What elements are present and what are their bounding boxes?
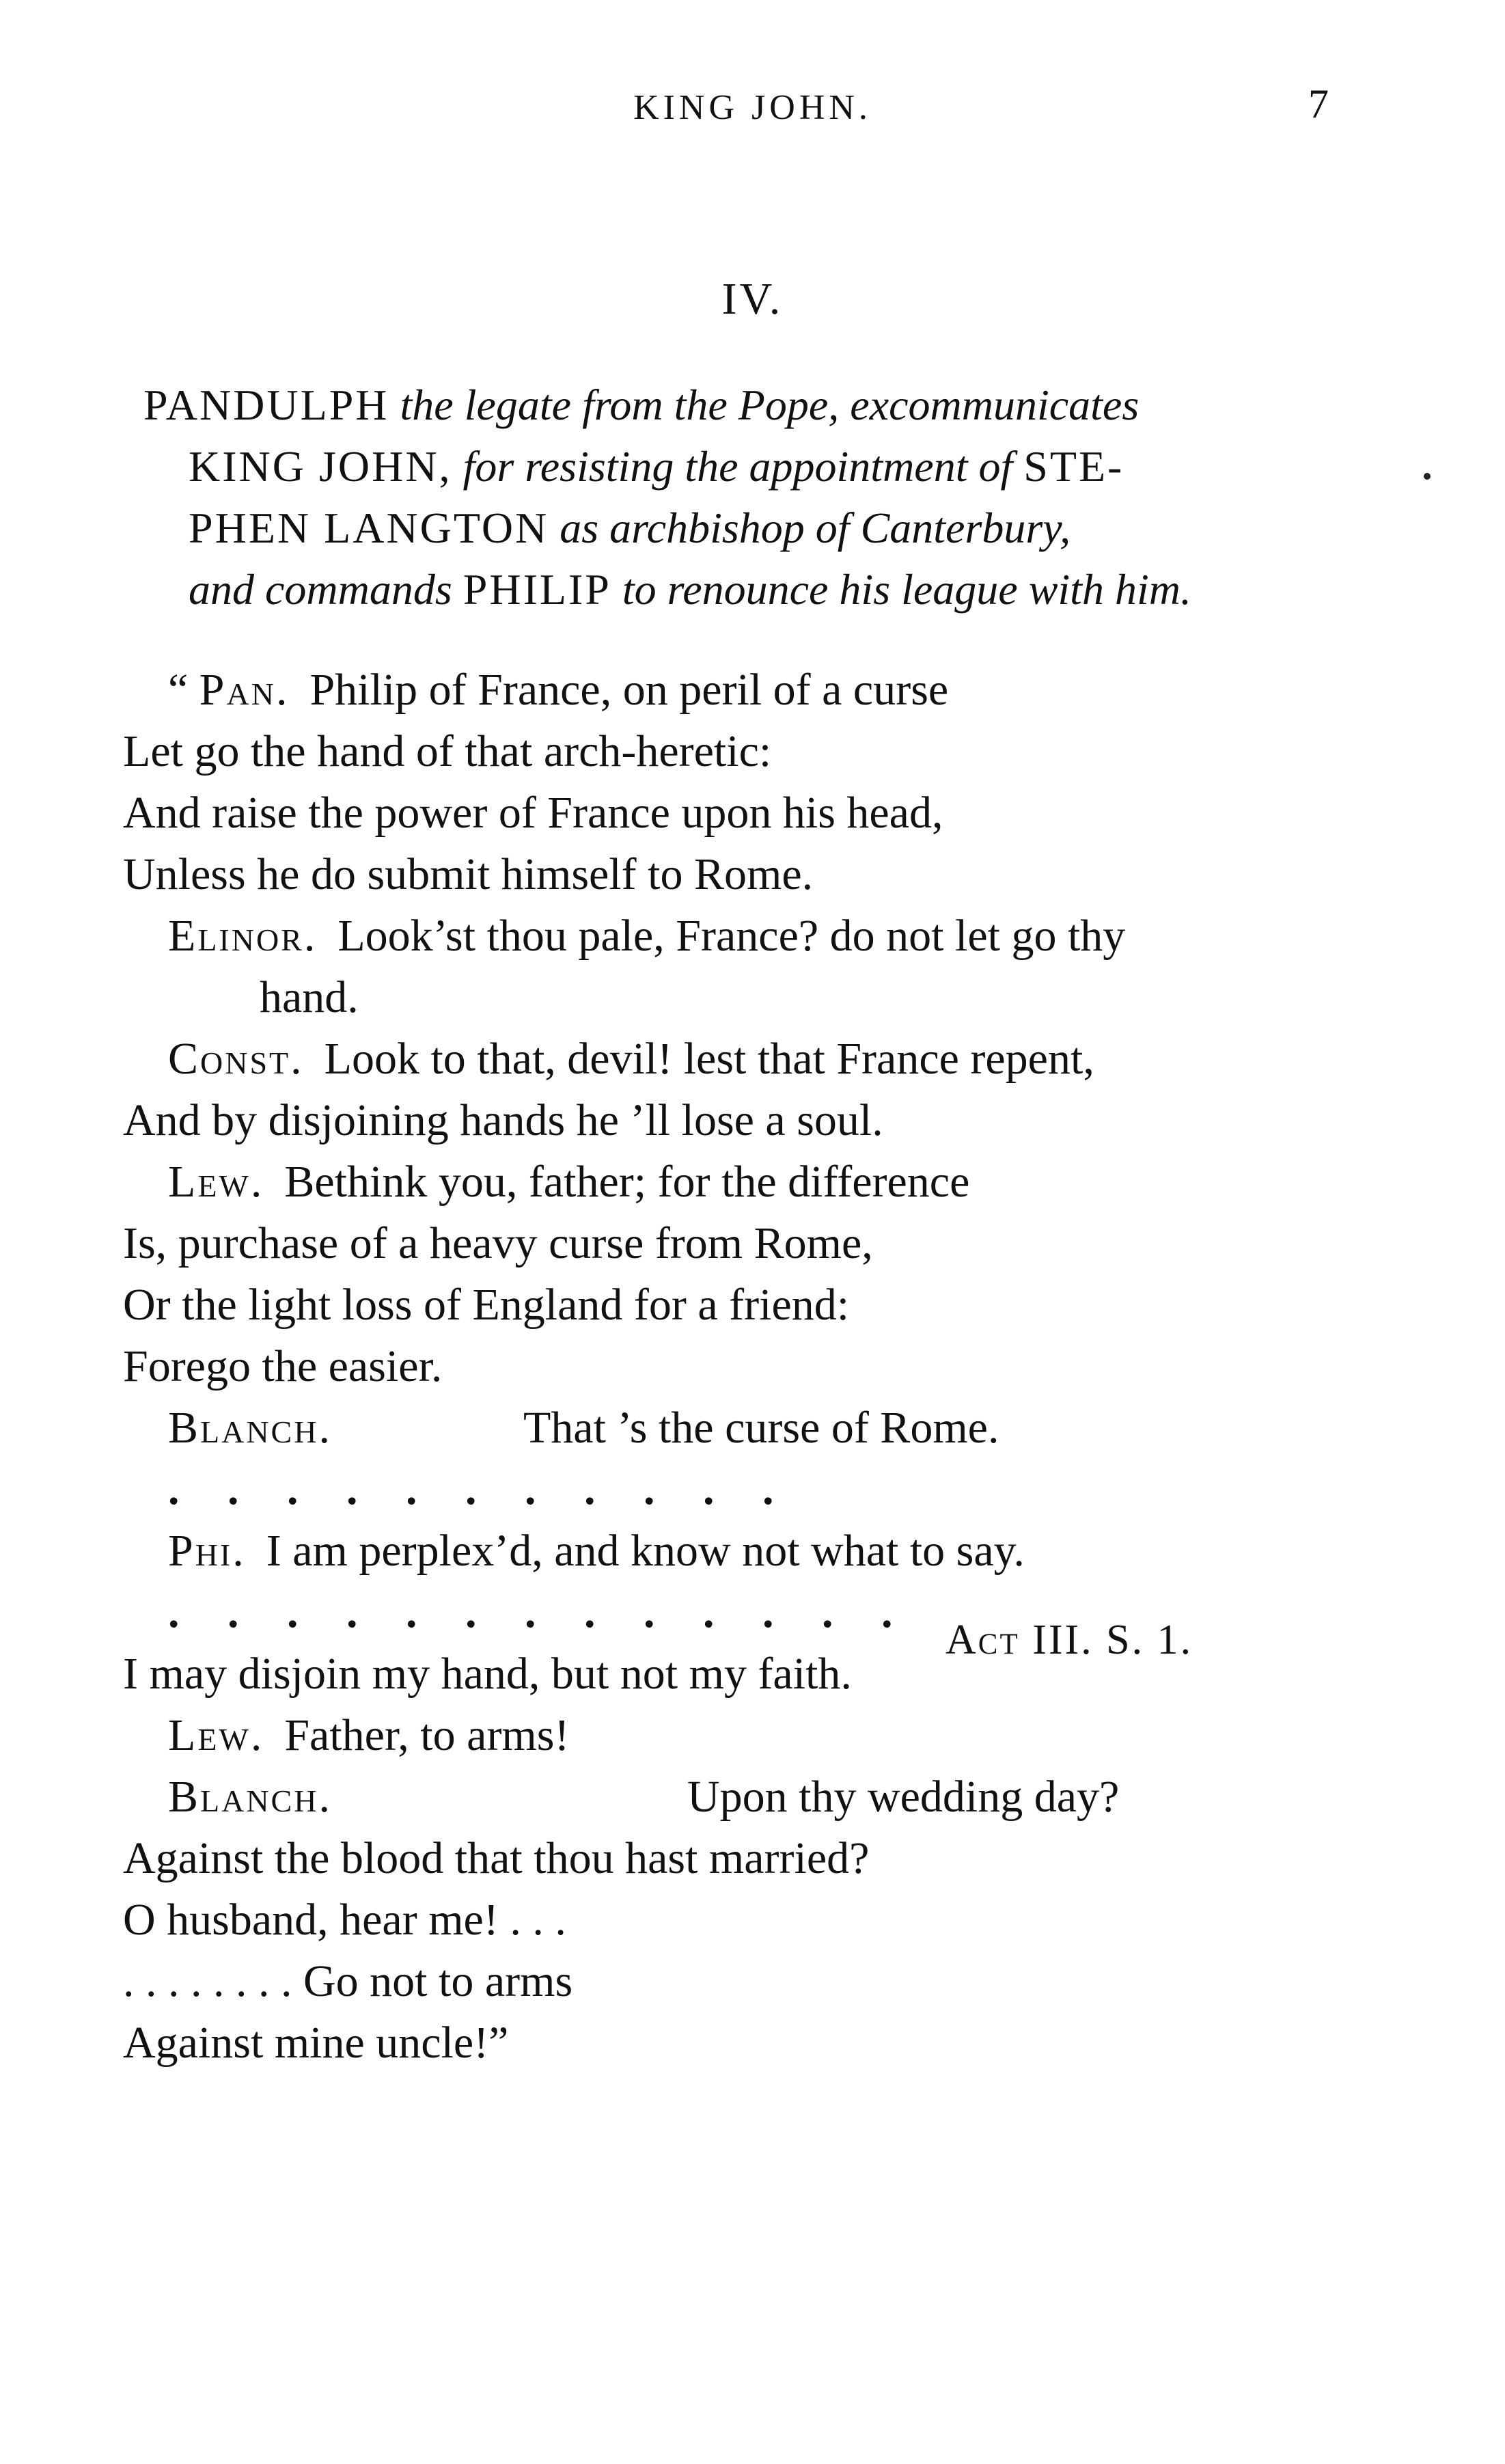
page-number: 7 — [1308, 81, 1329, 126]
verse-line — [123, 1705, 1421, 1766]
line-text: Philip of France, on peril of a curse — [309, 665, 949, 715]
section-numeral: IV. — [721, 274, 784, 324]
line-text: . . . . . . . . Go not to arms — [123, 1956, 573, 2006]
line-text: Or the light loss of England for a friend: — [123, 1280, 850, 1330]
argument-segment: STE- — [1023, 442, 1124, 491]
speaker-name: Pan. — [199, 665, 290, 715]
argument-line — [143, 374, 1373, 436]
argument-segment — [452, 565, 463, 614]
opening-quote: “ — [168, 665, 199, 715]
speaker-name: Lew. — [168, 1710, 264, 1760]
speaker-name: Blanch. — [168, 1403, 332, 1453]
argument-segment — [389, 381, 400, 429]
verse-line — [123, 844, 1421, 905]
argument-line — [143, 497, 1373, 559]
verse-line — [123, 1889, 1421, 1951]
line-text: Bethink you, father; for the difference — [284, 1157, 970, 1207]
verse-line — [123, 1090, 1421, 1151]
argument-segment: PANDULPH — [143, 381, 389, 429]
argument-paragraph — [143, 374, 1373, 620]
argument-segment: KING JOHN, — [189, 442, 452, 491]
verse-quotation — [123, 659, 1421, 2074]
argument-segment — [1012, 442, 1023, 491]
act-scene-citation — [945, 1616, 1193, 1665]
argument-line — [143, 559, 1373, 620]
speaker-name: Elinor. — [168, 911, 318, 961]
stray-ink-mark — [1424, 473, 1431, 480]
argument-segment — [549, 504, 560, 552]
running-title: KING JOHN. — [633, 88, 872, 127]
line-text: Upon thy wedding day? — [687, 1772, 1120, 1822]
verse-line — [123, 659, 1421, 721]
argument-line — [143, 436, 1373, 497]
verse-line — [123, 1397, 1421, 1459]
verse-line — [123, 905, 1421, 967]
argument-segment: the legate from the Pope, excommunicates — [400, 381, 1140, 429]
verse-line — [123, 1643, 1421, 1705]
line-text: O husband, hear me! . . . — [123, 1895, 566, 1945]
speaker-name: Lew. — [168, 1157, 264, 1207]
line-text: I am perplex’d, and know not what to say. — [266, 1526, 1025, 1576]
argument-segment: as archbishop of Canterbury, — [560, 504, 1071, 552]
line-text: Let go the hand of that arch-heretic: — [123, 726, 772, 776]
line-text: Against the blood that thou hast married? — [123, 1833, 870, 1883]
verse-line — [123, 1951, 1421, 2012]
verse-line — [123, 721, 1421, 782]
argument-segment: PHEN LANGTON — [189, 504, 549, 552]
argument-segment — [611, 565, 622, 614]
line-text: That ’s the curse of Rome. — [523, 1403, 999, 1453]
verse-line — [123, 782, 1421, 844]
ellipsis-dots: . . . . . . . . . . . . . — [168, 1587, 893, 1637]
verse-line — [123, 1151, 1421, 1213]
line-text: Unless he do submit himself to Rome. — [123, 849, 814, 899]
argument-segment — [452, 442, 463, 491]
verse-line — [123, 1520, 1421, 1582]
ellipsis-dots: . . . . . . . . . . . — [168, 1464, 774, 1514]
verse-line — [123, 1028, 1421, 1090]
line-text: hand. — [260, 972, 359, 1022]
line-text: Is, purchase of a heavy curse from Rome, — [123, 1218, 873, 1268]
line-text: Look’st thou pale, France? do not let go thy — [337, 911, 1126, 961]
verse-line — [123, 1828, 1421, 1889]
speaker-name: Phi. — [168, 1526, 246, 1576]
act-label: Act — [945, 1617, 1020, 1663]
line-text: Forego the easier. — [123, 1341, 443, 1391]
argument-segment: and commands — [189, 565, 452, 614]
line-text: Look to that, devil! lest that France repent, — [324, 1034, 1094, 1084]
line-text: Against mine uncle!” — [123, 2018, 509, 2068]
speaker-name: Blanch. — [168, 1772, 332, 1822]
speaker-name: Const. — [168, 1034, 304, 1084]
ellipsis-row — [123, 1582, 1421, 1643]
line-text: And by disjoining hands he ’ll lose a soul. — [123, 1095, 883, 1145]
argument-segment: to renounce his league with him. — [622, 565, 1191, 614]
verse-line — [123, 2012, 1421, 2074]
verse-line — [123, 1213, 1421, 1274]
act-scene-number: III. S. 1. — [1032, 1617, 1193, 1663]
verse-line — [123, 1274, 1421, 1336]
line-text: And raise the power of France upon his head, — [123, 788, 943, 838]
ellipsis-row — [123, 1459, 1421, 1520]
line-text: Father, to arms! — [284, 1710, 570, 1760]
argument-segment: for resisting the appointment of — [462, 442, 1013, 491]
line-text: I may disjoin my hand, but not my faith. — [123, 1649, 852, 1699]
verse-line — [123, 1336, 1421, 1397]
argument-segment: PHILIP — [462, 565, 611, 614]
verse-line — [123, 967, 1421, 1028]
verse-line — [123, 1766, 1421, 1828]
